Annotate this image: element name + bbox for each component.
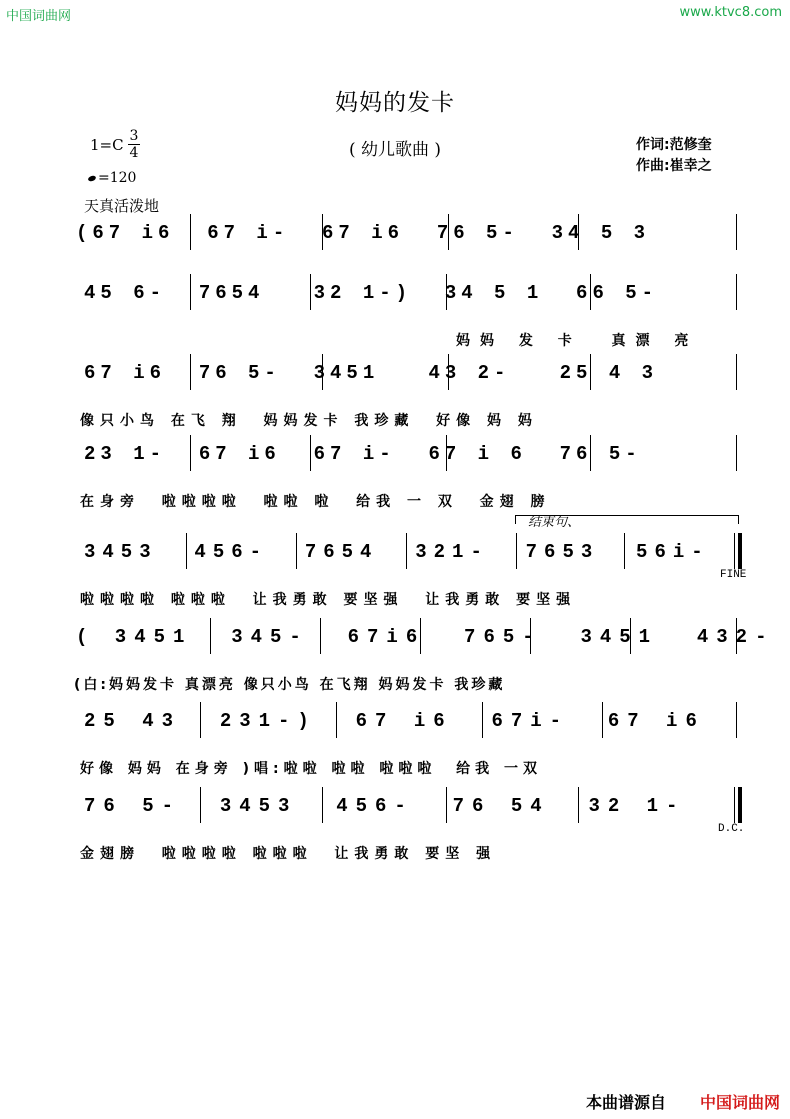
barline bbox=[406, 533, 407, 569]
time-signature bbox=[128, 128, 140, 161]
notes-line-4: 23 1- 67 i6 67 i- 67 i 6 76 5- bbox=[84, 443, 642, 465]
barline bbox=[578, 787, 579, 823]
barline bbox=[590, 435, 591, 471]
barline bbox=[736, 214, 737, 250]
notes-line-2: 45 6- 7654 32 1-) 34 5 1 66 5- bbox=[84, 282, 659, 304]
barline bbox=[200, 702, 201, 738]
barline bbox=[190, 214, 191, 250]
barline bbox=[446, 435, 447, 471]
barline bbox=[310, 274, 311, 310]
song-title: 妈妈的发卡 bbox=[335, 90, 455, 116]
barline bbox=[736, 435, 737, 471]
barline bbox=[530, 618, 531, 654]
notes-line-3: 67 i6 76 5- 3451 43 2- 25 4 3 bbox=[84, 362, 659, 384]
barline bbox=[190, 435, 191, 471]
barline bbox=[578, 214, 579, 250]
barline bbox=[322, 214, 323, 250]
composer-credit: 作曲:崔幸之 bbox=[636, 158, 712, 174]
barline bbox=[602, 702, 603, 738]
barline bbox=[200, 787, 201, 823]
barline bbox=[446, 787, 447, 823]
lyrics-line-8: 金翅膀 啦啦啦啦 啦啦啦 让我勇敢 要坚 强 bbox=[80, 846, 497, 862]
barline bbox=[310, 435, 311, 471]
barline bbox=[736, 618, 737, 654]
barline bbox=[448, 354, 449, 390]
notes-line-5: 3453 456- 7654 321- 7653 56i- bbox=[84, 541, 710, 563]
barline bbox=[210, 618, 211, 654]
barline bbox=[736, 702, 737, 738]
key-signature: 1=C bbox=[90, 136, 124, 154]
notes-line-6: ( 3451 345- 67i6 765- 3451 432- bbox=[76, 626, 775, 648]
barline bbox=[322, 354, 323, 390]
barline bbox=[590, 354, 591, 390]
barline bbox=[446, 274, 447, 310]
barline bbox=[190, 354, 191, 390]
lyrics-line-3: 像只小鸟 在飞 翔 妈妈发卡 我珍藏 好像 妈 妈 bbox=[80, 413, 538, 429]
tempo-mark bbox=[88, 170, 136, 186]
barline bbox=[516, 533, 517, 569]
barline bbox=[630, 618, 631, 654]
lyrics-line-5: 啦啦啦啦 啦啦啦 让我勇敢 要坚强 让我勇敢 要坚强 bbox=[80, 592, 577, 608]
final-barline bbox=[734, 533, 742, 569]
lyrics-line-2: 妈妈 发 卡 真漂 亮 bbox=[456, 333, 699, 349]
barline bbox=[420, 618, 421, 654]
site-url[interactable]: www.ktvc8.com bbox=[679, 5, 782, 20]
barline bbox=[448, 214, 449, 250]
time-bottom: 4 bbox=[129, 145, 139, 161]
quarter-note-icon bbox=[87, 174, 96, 181]
barline bbox=[482, 702, 483, 738]
dc-mark: D.C. bbox=[718, 823, 745, 835]
lyrics-line-6: (白:妈妈发卡 真漂亮 像只小鸟 在飞翔 妈妈发卡 我珍藏 bbox=[74, 677, 506, 693]
notes-line-1: (67 i6 67 i- 67 i6 76 5- 34 5 3 bbox=[76, 222, 651, 244]
fine-mark: FINE bbox=[720, 569, 747, 581]
final-barline bbox=[734, 787, 742, 823]
lyricist-credit: 作词:范修奎 bbox=[636, 137, 712, 153]
barline bbox=[736, 274, 737, 310]
barline bbox=[320, 618, 321, 654]
barline bbox=[336, 702, 337, 738]
song-subtitle: ( 幼儿歌曲 ) bbox=[348, 140, 442, 160]
notes-line-8: 76 5- 3453 456- 76 54 32 1- bbox=[84, 795, 686, 817]
barline bbox=[736, 354, 737, 390]
ending-label: 结束句、 bbox=[528, 515, 581, 530]
time-top: 3 bbox=[129, 128, 139, 144]
barline bbox=[590, 274, 591, 310]
expression-mark: 天真活泼地 bbox=[84, 197, 160, 215]
site-logo-left[interactable]: 中国词曲网 bbox=[6, 9, 72, 24]
tempo-value: =120 bbox=[98, 170, 137, 186]
barline bbox=[190, 274, 191, 310]
barline bbox=[186, 533, 187, 569]
footer-site-link[interactable]: 中国词曲网 bbox=[699, 1093, 780, 1112]
barline bbox=[624, 533, 625, 569]
lyrics-line-7: 好像 妈妈 在身旁 )唱:啦啦 啦啦 啦啦啦 给我 一双 bbox=[80, 761, 542, 777]
barline bbox=[296, 533, 297, 569]
footer-source-label: 本曲谱源自 bbox=[585, 1093, 666, 1112]
notes-line-7: 25 43 231-) 67 i6 67i- 67 i6 bbox=[84, 710, 705, 732]
lyrics-line-4: 在身旁 啦啦啦啦 啦啦 啦 给我 一 双 金翅 膀 bbox=[80, 494, 551, 510]
barline bbox=[322, 787, 323, 823]
